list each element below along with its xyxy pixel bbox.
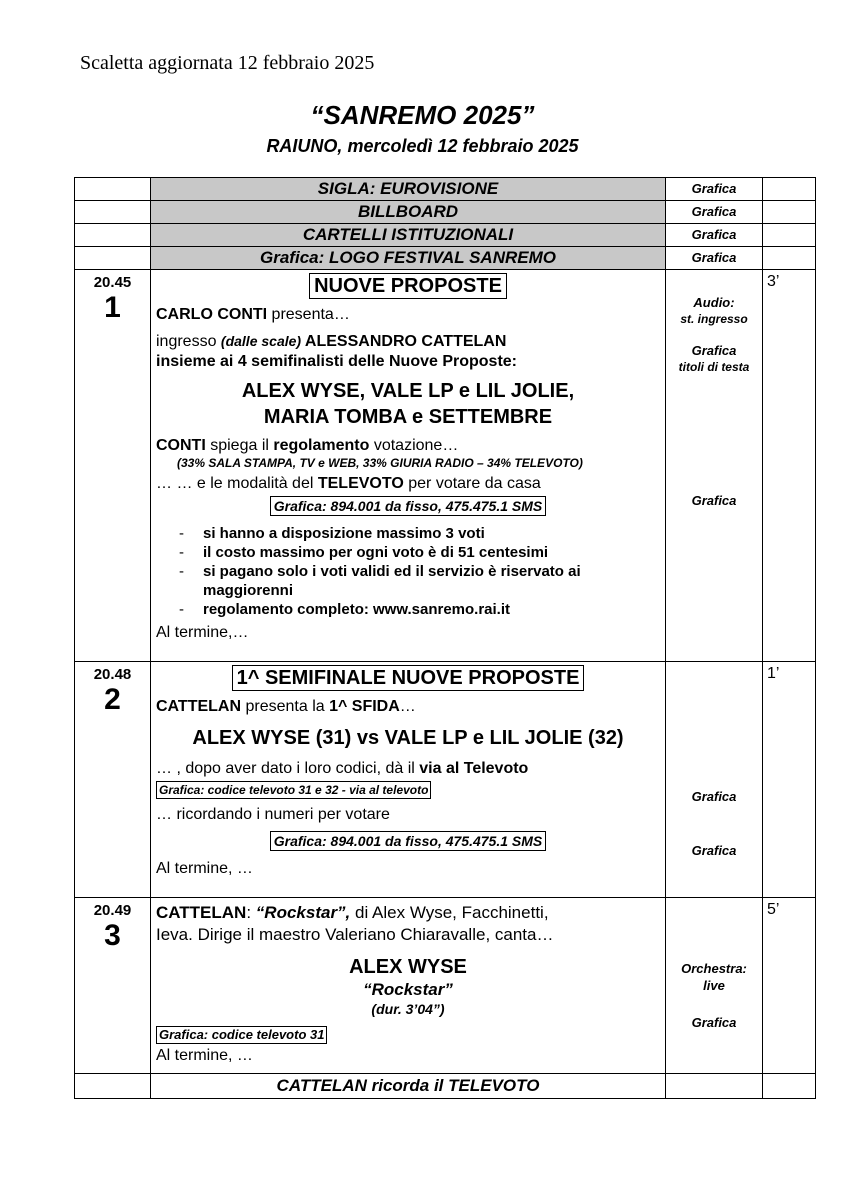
schedule-table	[74, 177, 816, 1099]
side-notes	[666, 270, 763, 662]
segment-duration: 1’	[767, 665, 780, 682]
segment-duration: 3’	[767, 273, 780, 290]
segment-content	[151, 662, 666, 898]
duration-cell	[763, 898, 816, 1074]
ingresso-line2: insieme ai 4 semifinalisti delle Nuove Proposte:	[156, 353, 518, 370]
time-cell	[75, 898, 151, 1074]
row-label: CARTELLI ISTITUZIONALI	[151, 224, 666, 247]
duration-cell	[763, 224, 816, 247]
presenter-name: CATTELAN	[156, 903, 247, 922]
side-grafica-2: Grafica	[691, 493, 737, 508]
time-cell	[75, 201, 151, 224]
side-notes	[666, 1074, 763, 1099]
segment-row-2	[75, 662, 816, 898]
time-cell	[75, 178, 151, 201]
side-live: live	[703, 978, 725, 993]
modalita-post: per votare da casa	[403, 475, 541, 492]
row-note: Grafica	[666, 247, 763, 270]
table-row	[75, 201, 816, 224]
time-cell	[75, 1074, 151, 1099]
list-item: - il costo massimo per ogni voto è di 51 centesimi	[179, 543, 665, 562]
al-termine: Al termine,…	[156, 624, 249, 641]
segment-row-1	[75, 270, 816, 662]
list-item: - si hanno a disposizione massimo 3 voti	[179, 524, 665, 543]
grafica-box: Grafica: 894.001 da fisso, 475.475.1 SMS	[270, 831, 547, 851]
side-notes	[666, 898, 763, 1074]
spiega-text: spiega il	[205, 437, 274, 454]
presenter-action: presenta…	[267, 306, 350, 323]
colon: :	[246, 903, 256, 922]
time-cell	[75, 224, 151, 247]
list-item: - regolamento completo: www.sanremo.rai.it	[179, 600, 665, 619]
duration-cell	[763, 662, 816, 898]
side-audio: Audio:	[693, 295, 735, 310]
segment-row-3	[75, 898, 816, 1074]
side-notes	[666, 662, 763, 898]
grafica-box: Grafica: 894.001 da fisso, 475.475.1 SMS	[270, 496, 547, 516]
row-note: Grafica	[666, 178, 763, 201]
sfida-text: 1^ SFIDA	[329, 698, 400, 715]
side-grafica-2: Grafica	[691, 843, 737, 858]
table-row	[75, 178, 816, 201]
artist-name: ALEX WYSE	[349, 956, 467, 978]
conti-name: CONTI	[156, 437, 206, 454]
footer-row-text: CATTELAN ricorda il TELEVOTO	[151, 1074, 666, 1099]
row-label: SIGLA: EUROVISIONE	[151, 178, 666, 201]
al-termine: Al termine, …	[156, 860, 253, 877]
votazione-text: votazione…	[369, 437, 459, 454]
rules-list	[151, 524, 665, 619]
table-row	[75, 247, 816, 270]
artists-line-1: ALEX WYSE, VALE LP e LIL JOLIE,	[241, 380, 575, 402]
segment-content	[151, 270, 666, 662]
update-date-line: Scaletta aggiornata 12 febbraio 2025	[80, 52, 375, 74]
time-cell	[75, 270, 151, 662]
televoto-text: TELEVOTO	[317, 475, 404, 492]
artists-line-2: MARIA TOMBA e SETTEMBRE	[263, 406, 553, 428]
segment-number: 1	[104, 291, 121, 324]
ingresso-text: ingresso	[156, 333, 221, 350]
row-note: Grafica	[666, 201, 763, 224]
ingresso-note: (dalle scale)	[220, 333, 302, 349]
percent-line: (33% SALA STAMPA, TV e WEB, 33% GIURIA RADIO – 34% TELEVOTO)	[177, 456, 583, 470]
duration-cell	[763, 270, 816, 662]
segment-time: 20.45	[93, 274, 132, 291]
segment-time: 20.49	[93, 902, 132, 919]
segment-content	[151, 898, 666, 1074]
side-grafica: Grafica	[691, 789, 737, 804]
regolamento-text: regolamento	[273, 437, 370, 454]
page-title: “SANREMO 2025”	[310, 100, 535, 130]
table-row	[75, 224, 816, 247]
duration-cell	[763, 178, 816, 201]
side-titoli: titoli di testa	[678, 360, 750, 374]
list-item: - si pagano solo i voti validi ed il servizio è riservato ai maggiorenni	[179, 562, 665, 600]
table-row	[75, 1074, 816, 1099]
sfida-end: …	[399, 698, 416, 715]
presenter-name: CARLO CONTI	[156, 306, 268, 323]
al-termine: Al termine, …	[156, 1047, 253, 1064]
segment-time: 20.48	[93, 666, 132, 683]
segment-duration: 5’	[767, 901, 780, 918]
song-title: “Rockstar”	[363, 980, 453, 999]
presenter-name: CATTELAN	[156, 698, 242, 715]
duration-cell	[763, 1074, 816, 1099]
song-intro: “Rockstar”,	[255, 903, 351, 922]
modalita-pre: … … e le modalità del	[156, 475, 318, 492]
row-label: BILLBOARD	[151, 201, 666, 224]
page-subtitle: RAIUNO, mercoledì 12 febbraio 2025	[266, 136, 579, 156]
ingresso-name: ALESSANDRO CATTELAN	[301, 333, 507, 350]
side-grafica: Grafica	[691, 343, 737, 358]
presenter-action: presenta la	[241, 698, 330, 715]
grafica-box: Grafica: codice televoto 31	[156, 1026, 327, 1044]
duration-cell	[763, 247, 816, 270]
via-text: via al Televoto	[419, 760, 529, 777]
ricordando-text: … ricordando i numeri per votare	[156, 806, 390, 823]
credits-2: Ieva. Dirige il maestro Valeriano Chiaravalle, canta…	[156, 925, 554, 944]
segment-number: 2	[104, 683, 121, 716]
segment-title: NUOVE PROPOSTE	[309, 273, 507, 299]
matchup: ALEX WYSE (31) vs VALE LP e LIL JOLIE (32)	[192, 727, 624, 749]
side-orchestra: Orchestra:	[681, 961, 747, 976]
grafica-box: Grafica: codice televoto 31 e 32 - via al televoto	[156, 781, 431, 799]
song-duration: (dur. 3’04”)	[371, 1001, 445, 1017]
row-note: Grafica	[666, 224, 763, 247]
time-cell	[75, 247, 151, 270]
side-grafica: Grafica	[691, 1015, 737, 1030]
credits-1: di Alex Wyse, Facchinetti,	[350, 903, 549, 922]
side-audio-detail: st. ingresso	[680, 312, 748, 326]
time-cell	[75, 662, 151, 898]
row-label: Grafica: LOGO FESTIVAL SANREMO	[151, 247, 666, 270]
segment-title: 1^ SEMIFINALE NUOVE PROPOSTE	[232, 665, 585, 691]
segment-number: 3	[104, 919, 121, 952]
duration-cell	[763, 201, 816, 224]
codici-text: … , dopo aver dato i loro codici, dà il	[156, 760, 420, 777]
